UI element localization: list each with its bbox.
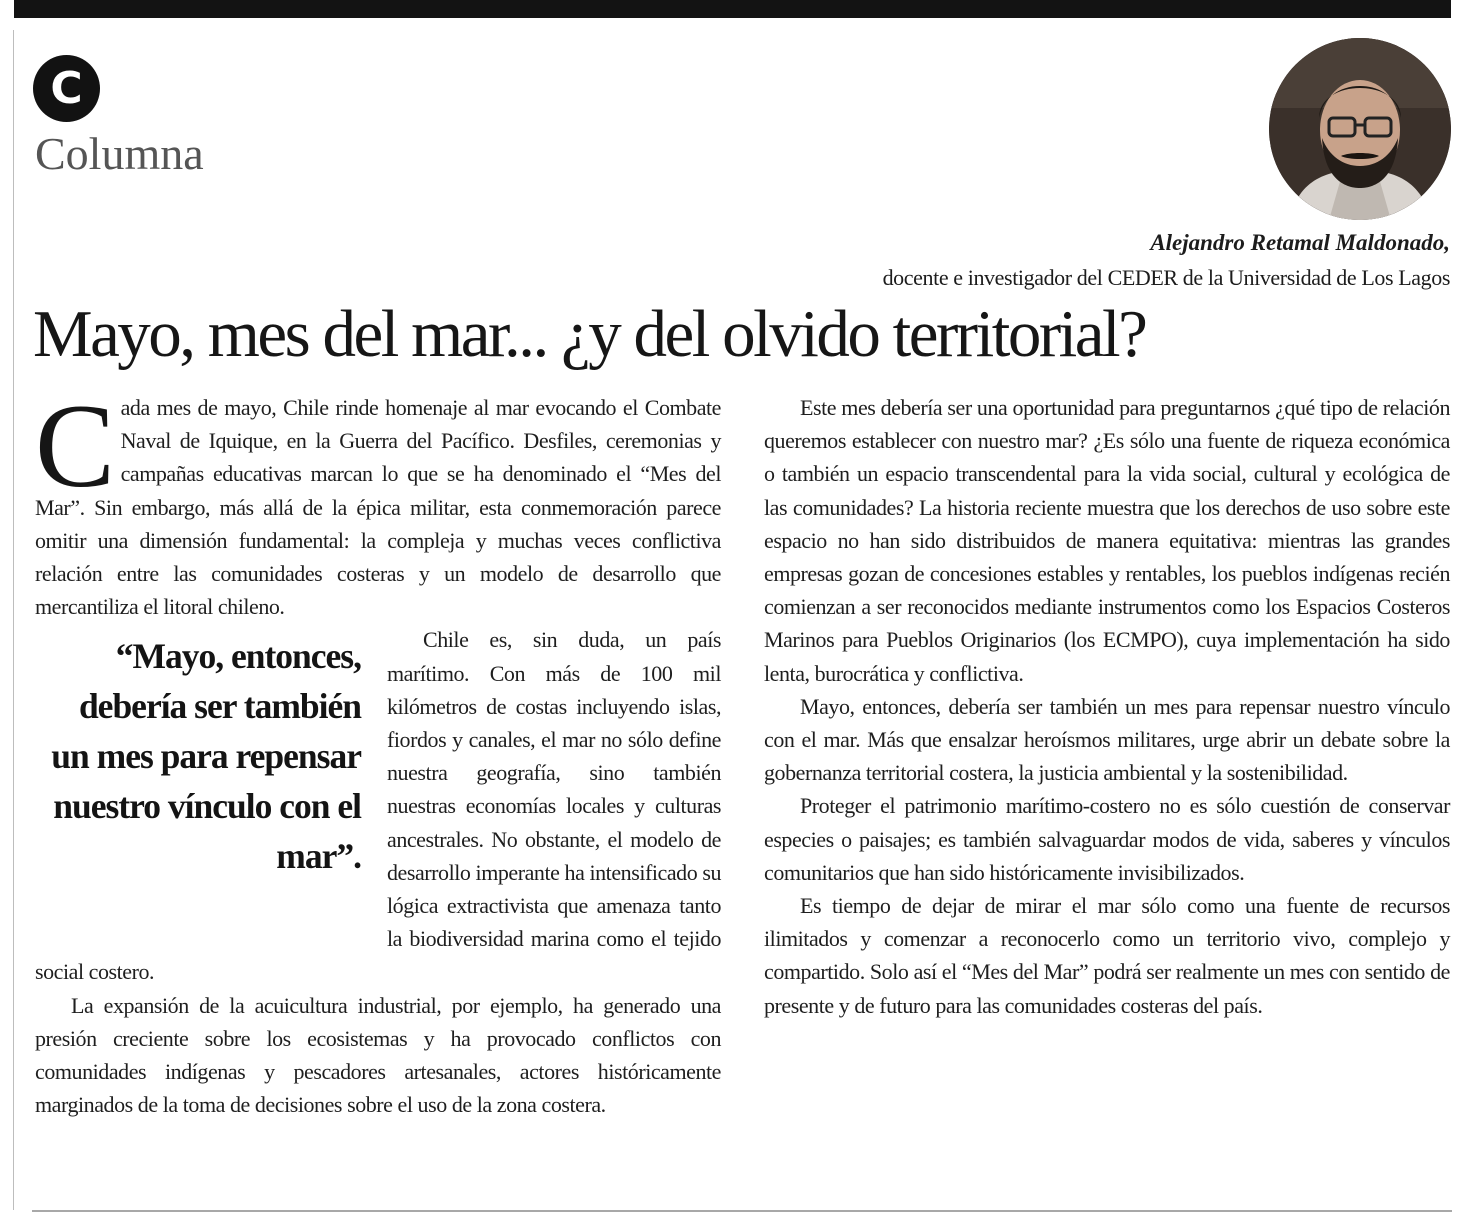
article-paragraph-5: Mayo, entonces, debería ser también un mes para repensar nuestro vínculo con el mar. Más que ensalzar heroísmos militares, urge abrir un debate sobre la gobernanza territorial costera, la justicia ambiental y la sostenibilidad.	[764, 693, 1450, 786]
article-paragraph-3: La expansión de la acuicultura industrial, por ejemplo, ha generado una presión creciente sobre los ecosistemas y ha provocado conflictos con comunidades indígenas y pescadores artesanales, actores históricamente marginados de la toma de decisiones sobre el uso de la zona costera.	[35, 992, 721, 1118]
article-paragraph-6: Proteger el patrimonio marítimo-costero no es sólo cuestión de conservar especies o paisajes; es también salvaguardar modos de vida, saberes y vínculos comunitarios que han sido históricamente invisibilizados.	[764, 793, 1450, 885]
article-paragraph-4: Este mes debería ser una oportunidad para preguntarnos ¿qué tipo de relación queremos establecer con nuestro mar? ¿Es sólo una fuente de riqueza económica o también un espacio transcendental para la vida social, cultural y ecológica de las comunidades? La historia reciente muestra que los derechos de uso sobre este espacio no han sido distribuidos de manera equitativa: mientras las grandes empresas gozan de concesiones estables y rentables, los pueblos indígenas recién comienzan a ser reconocidos mediante instrumentos como los Espacios Costeros Marinos para Pueblos Originarios (los ECMPO), cuya implementación ha sido lenta, burocrática y conflictiva.	[764, 395, 1450, 686]
article-paragraph-7: Es tiempo de dejar de mirar el mar sólo como una fuente de recursos ilimitados y comenzar a reconocerlo como un territorio vivo, complejo y compartido. Solo así el “Mes del Mar” podrá ser realmente un mes con sentido de presente y de futuro para las comunidades costeras del país.	[764, 893, 1450, 1018]
column-section-icon	[33, 55, 100, 122]
author-role: docente e investigador del CEDER de la Universidad de Los Lagos	[882, 264, 1450, 290]
author-portrait-icon	[1269, 38, 1451, 220]
headline: Mayo, mes del mar... ¿y del olvido territorial?	[33, 297, 1146, 371]
article-paragraph-1	[35, 379, 721, 623]
pull-quote: “Mayo, entonces, debería ser también un mes para repensar nuestro vínculo con el mar”.	[51, 636, 361, 877]
bottom-rule	[32, 1210, 1452, 1212]
article-column-right	[764, 391, 1450, 1022]
section-icon-letter: C	[50, 62, 83, 114]
author-name: Alejandro Retamal Maldonado,	[1150, 230, 1450, 255]
drop-cap: C	[35, 379, 115, 512]
left-margin-rule	[13, 30, 14, 1210]
author-byline	[883, 225, 1450, 295]
top-rule	[14, 0, 1451, 18]
article-paragraph-2: Chile es, sin duda, un país marítimo. Con más de 100 mil kilómetros de costas incluyendo islas, fiordos y canales, el mar no sólo define nuestra geografía, sino también nuestras economías locales y culturas ancestrales. No obstante, el modelo de desarrollo imperante ha intensificado su lógica extractivista que amenaza tanto la biodiversidad marina como el tejido social costero.	[35, 627, 721, 985]
paragraph-text: ada mes de mayo, Chile rinde homenaje al mar evocando el Combate Naval de Iquique, en la Guerra del Pacífico. Desfiles, ceremonias y campañas educativas marcan lo que se ha denominado el “Mes del Mar”. Sin embargo, más allá de la épica militar, esta conmemoración parece omitir una dimensión fundamental: la compleja y muchas veces conflictiva relación entre las comunidades costeras y un modelo de desarrollo que mercantiliza el litoral chileno.	[35, 395, 721, 620]
article-column-left	[35, 379, 721, 1121]
section-label: Columna	[35, 128, 204, 179]
